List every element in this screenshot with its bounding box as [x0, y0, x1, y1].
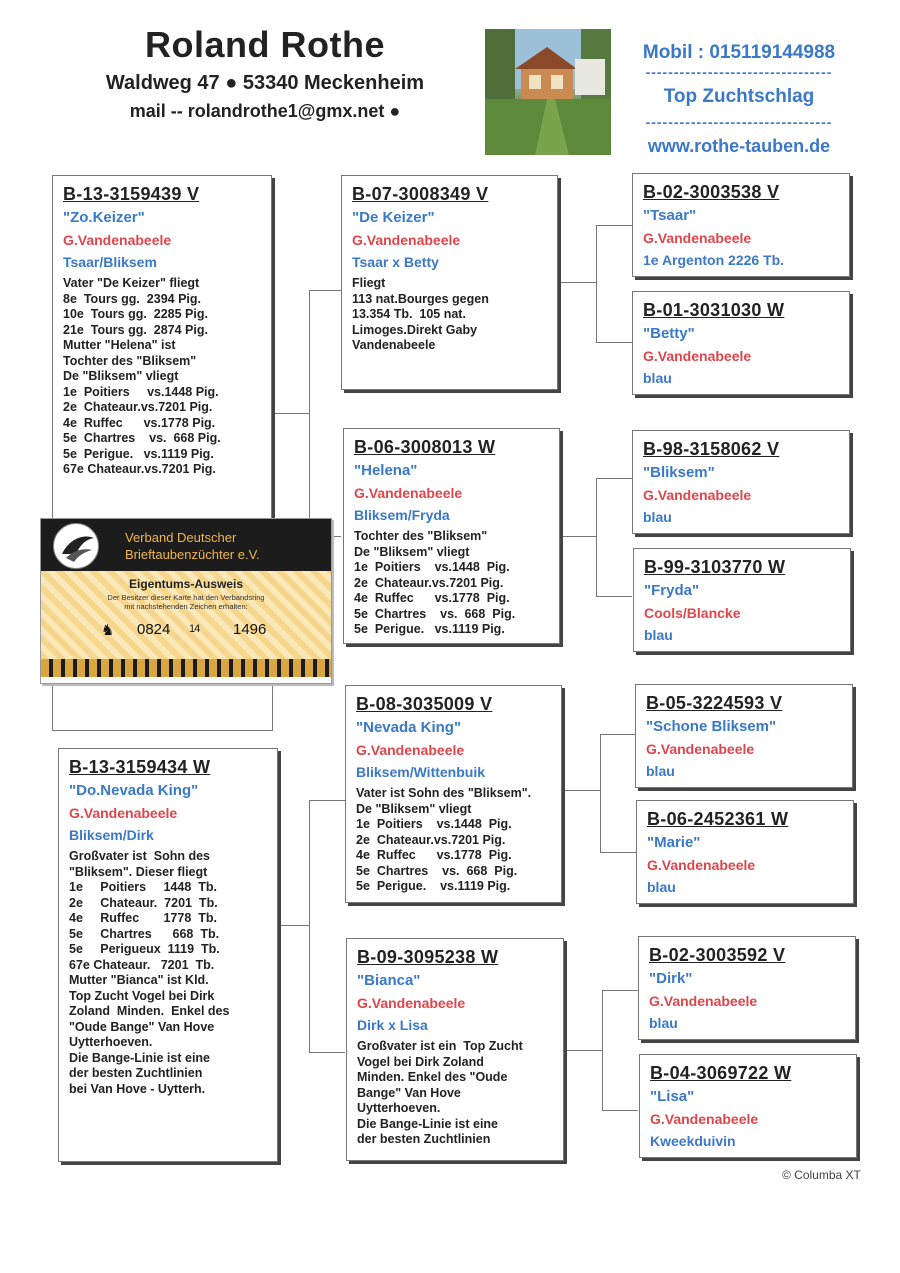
pigeon-notes: Vater ist Sohn des "Bliksem". De "Bliksem" vliegt 1e Poitiers vs.1448 Pig. 2e Chateaur.vs.7201 Pig. 4e Ruffec vs.1778 Pig. 5e Chartres vs. 668 Pig. 5e Perigue. vs.1119 Pig.: [356, 786, 532, 893]
pigeon-name: "Dirk": [649, 970, 693, 987]
ownership-card: [40, 518, 332, 684]
pigeon-card-ggp-2: [632, 291, 850, 395]
connector: [600, 734, 636, 735]
breeder: G.Vandenabeele: [69, 805, 178, 821]
breeder: G.Vandenabeele: [63, 232, 172, 248]
connector: [272, 413, 310, 414]
pigeon-card-ggp-8: [639, 1054, 857, 1158]
breeder: G.Vandenabeele: [356, 742, 465, 758]
ring-number: B-98-3158062 V: [643, 439, 780, 459]
ring-number: B-99-3103770 W: [644, 557, 786, 577]
pigeon-name: "Tsaar": [643, 207, 697, 224]
ring-number: B-13-3159434 W: [69, 757, 211, 777]
ring-number: B-02-3003592 V: [649, 945, 786, 965]
owner-address: Waldweg 47 ● 53340 Meckenheim: [105, 72, 425, 94]
connector: [278, 925, 310, 926]
ownership-card-header: [41, 519, 331, 571]
owner-mail: mail -- rolandrothe1@gmx.net ●: [129, 101, 401, 121]
ownership-card-body: [41, 571, 331, 659]
pigeon-card-ggp-1: [632, 173, 850, 277]
organization-name: [125, 529, 260, 563]
breeder: G.Vandenabeele: [357, 995, 466, 1011]
breeder: G.Vandenabeele: [646, 741, 755, 757]
connector: [562, 790, 600, 791]
ring-number: B-04-3069722 W: [650, 1063, 792, 1083]
ring-number: B-01-3031030 W: [643, 300, 785, 320]
connector: [596, 342, 632, 343]
pigeon-line: Bliksem/Wittenbuik: [356, 764, 486, 780]
pigeon-name: "Helena": [354, 462, 418, 479]
pigeon-name: "Bliksem": [643, 464, 715, 481]
ring-number: B-06-3008013 W: [354, 437, 496, 457]
club-number: 0824: [137, 621, 171, 638]
connector: [52, 730, 273, 731]
ring-number: B-06-2452361 W: [647, 809, 789, 829]
pigeon-line: blau: [644, 627, 673, 643]
breeder: G.Vandenabeele: [647, 857, 756, 873]
pigeon-card-granddam-2: [346, 938, 564, 1161]
pigeon-line: blau: [647, 879, 676, 895]
connector: [309, 800, 345, 801]
pigeon-name: "Fryda": [644, 582, 700, 599]
pigeon-line: blau: [646, 763, 675, 779]
organization-line: Verband Deutscher: [125, 530, 237, 545]
pigeon-notes: Vater "De Keizer" fliegt 8e Tours gg. 2394 Pig. 10e Tours gg. 2285 Pig. 21e Tours gg. 2874 Pig. Mutter "Helena" ist Tochter des "Bliksem" De "Bliksem" vliegt 1e Poitiers vs.1448 Pig. 2e Chateaur.vs.7201 Pig. 4e Ruffec vs.1778 Pig. 5e Chartres vs. 668 Pig. 5e Perigue. vs.1119 Pig. 67e Chateaur.vs.7201 Pig.: [63, 276, 221, 476]
breeder: G.Vandenabeele: [643, 348, 752, 364]
website-link[interactable]: www.rothe-tauben.de: [647, 136, 831, 156]
pigeon-line: Kweekduivin: [650, 1133, 736, 1149]
breeder: G.Vandenabeele: [649, 993, 758, 1009]
ring-number: B-05-3224593 V: [646, 693, 783, 713]
copyright: © Columba XT: [782, 1168, 861, 1182]
pigeon-card-ggp-6: [636, 800, 854, 904]
pigeon-notes: Großvater ist ein Top Zucht Vogel bei Dirk Zoland Minden. Enkel des "Oude Bange" Van Hove Uytterhoeven. Die Bange-Linie ist eine der besten Zuchtlinien: [357, 1039, 523, 1146]
connector: [602, 1110, 638, 1111]
pigeon-notes: Großvater ist Sohn des "Bliksem". Dieser fliegt 1e Poitiers 1448 Tb. 2e Chateaur. 7201 Tb. 4e Ruffec 1778 Tb. 5e Chartres 668 Tb. 5e Perigueux 1119 Tb. 67e Chateaur. 7201 Tb. Mutter "Bianca" ist Kld. Top Zucht Vogel bei Dirk Zoland Minden. Enkel des "Oude Bange" Van Hove Uytterhoeven. Die Bange-Linie ist eine der besten Zuchtlinien bei Van Hove - Uytterh.: [69, 849, 230, 1096]
pigeon-line: Bliksem/Fryda: [354, 507, 450, 523]
ownership-text-line: mit nachstehenden Zeichen erhalten:: [124, 602, 248, 611]
pigeon-line: Dirk x Lisa: [357, 1017, 428, 1033]
pigeon-logo-icon: [53, 523, 99, 569]
ownership-text-line: Der Besitzer dieser Karte hat den Verbandsring: [107, 593, 265, 602]
pigeon-line: blau: [649, 1015, 678, 1031]
stamp-icon: ♞: [101, 622, 115, 639]
breeder: G.Vandenabeele: [643, 487, 752, 503]
pigeon-card-grandsire-2: [345, 685, 562, 903]
connector: [600, 734, 601, 852]
pigeon-name: "Bianca": [357, 972, 421, 989]
connector: [272, 684, 273, 730]
pigeon-line: Tsaar/Bliksem: [63, 254, 157, 270]
ring-number: B-09-3095238 W: [357, 947, 499, 967]
organization-line: Brieftaubenzüchter e.V.: [125, 547, 260, 562]
pigeon-name: "Betty": [643, 325, 695, 342]
pigeon-name: "De Keizer": [352, 209, 435, 226]
ring-year: 14: [189, 623, 200, 635]
pigeon-name: "Marie": [647, 834, 701, 851]
connector: [596, 478, 632, 479]
breeder: Cools/Blancke: [644, 605, 741, 621]
connector: [309, 1052, 345, 1053]
divider-line: ---------------------------------: [645, 114, 833, 130]
connector: [52, 684, 53, 730]
connector: [309, 800, 310, 1052]
pigeon-line: 1e Argenton 2226 Tb.: [643, 252, 785, 268]
connector: [596, 225, 632, 226]
mobile-number: Mobil : 015119144988: [642, 42, 836, 63]
ring-number: B-07-3008349 V: [352, 184, 489, 204]
connector: [596, 478, 597, 596]
ring-serial: 1496: [233, 621, 267, 638]
pigeon-card-ggp-7: [638, 936, 856, 1040]
contact-block: [614, 42, 864, 157]
divider-line: ---------------------------------: [645, 64, 833, 80]
connector: [309, 290, 310, 536]
house-garden-image: [485, 29, 611, 155]
owner-block: [40, 24, 490, 122]
connector: [596, 225, 597, 342]
connector: [558, 536, 596, 537]
pigeon-name: "Nevada King": [356, 719, 462, 736]
pigeon-card-grandsire-1: [341, 175, 558, 390]
ring-number: B-08-3035009 V: [356, 694, 493, 714]
pigeon-line: Tsaar x Betty: [352, 254, 439, 270]
ownership-text: [41, 593, 331, 611]
pigeon-notes: Fliegt 113 nat.Bourges gegen 13.354 Tb. 105 nat. Limoges.Direkt Gaby Vandenabeele: [352, 276, 489, 352]
pigeon-line: blau: [643, 370, 672, 386]
pigeon-name: "Lisa": [650, 1088, 695, 1105]
connector: [564, 1050, 602, 1051]
connector: [602, 990, 638, 991]
pigeon-card-granddam-1: [343, 428, 560, 644]
pigeon-name: "Do.Nevada King": [69, 782, 199, 799]
pigeon-line: blau: [643, 509, 672, 525]
breeder: G.Vandenabeele: [643, 230, 752, 246]
connector: [309, 290, 341, 291]
pigeon-card-dam: [58, 748, 278, 1162]
connector: [600, 852, 636, 853]
pigeon-notes: Tochter des "Bliksem" De "Bliksem" vliegt 1e Poitiers vs.1448 Pig. 2e Chateaur.vs.7201 Pig. 4e Ruffec vs.1778 Pig. 5e Chartres vs. 668 Pig. 5e Perigue. vs.1119 Pig.: [354, 529, 516, 636]
connector: [596, 596, 632, 597]
pigeon-line: Bliksem/Dirk: [69, 827, 154, 843]
ownership-title: Eigentums-Ausweis: [128, 577, 244, 591]
pigeon-card-ggp-3: [632, 430, 850, 534]
pigeon-card-ggp-5: [635, 684, 853, 788]
breeder: G.Vandenabeele: [352, 232, 461, 248]
ownership-card-border: [41, 659, 331, 677]
ring-number: B-13-3159439 V: [63, 184, 200, 204]
pigeon-name: "Zo.Keizer": [63, 209, 145, 226]
connector: [558, 282, 596, 283]
breeder: G.Vandenabeele: [354, 485, 463, 501]
tagline: Top Zuchtschlag: [663, 86, 815, 107]
owner-name: Roland Rothe: [145, 24, 385, 65]
ring-number: B-02-3003538 V: [643, 182, 780, 202]
connector: [602, 990, 603, 1110]
pigeon-name: "Schone Bliksem": [646, 718, 777, 735]
pigeon-card-sire: [52, 175, 272, 520]
loft-photo: [485, 29, 611, 155]
pigeon-card-ggp-4: [633, 548, 851, 652]
breeder: G.Vandenabeele: [650, 1111, 759, 1127]
